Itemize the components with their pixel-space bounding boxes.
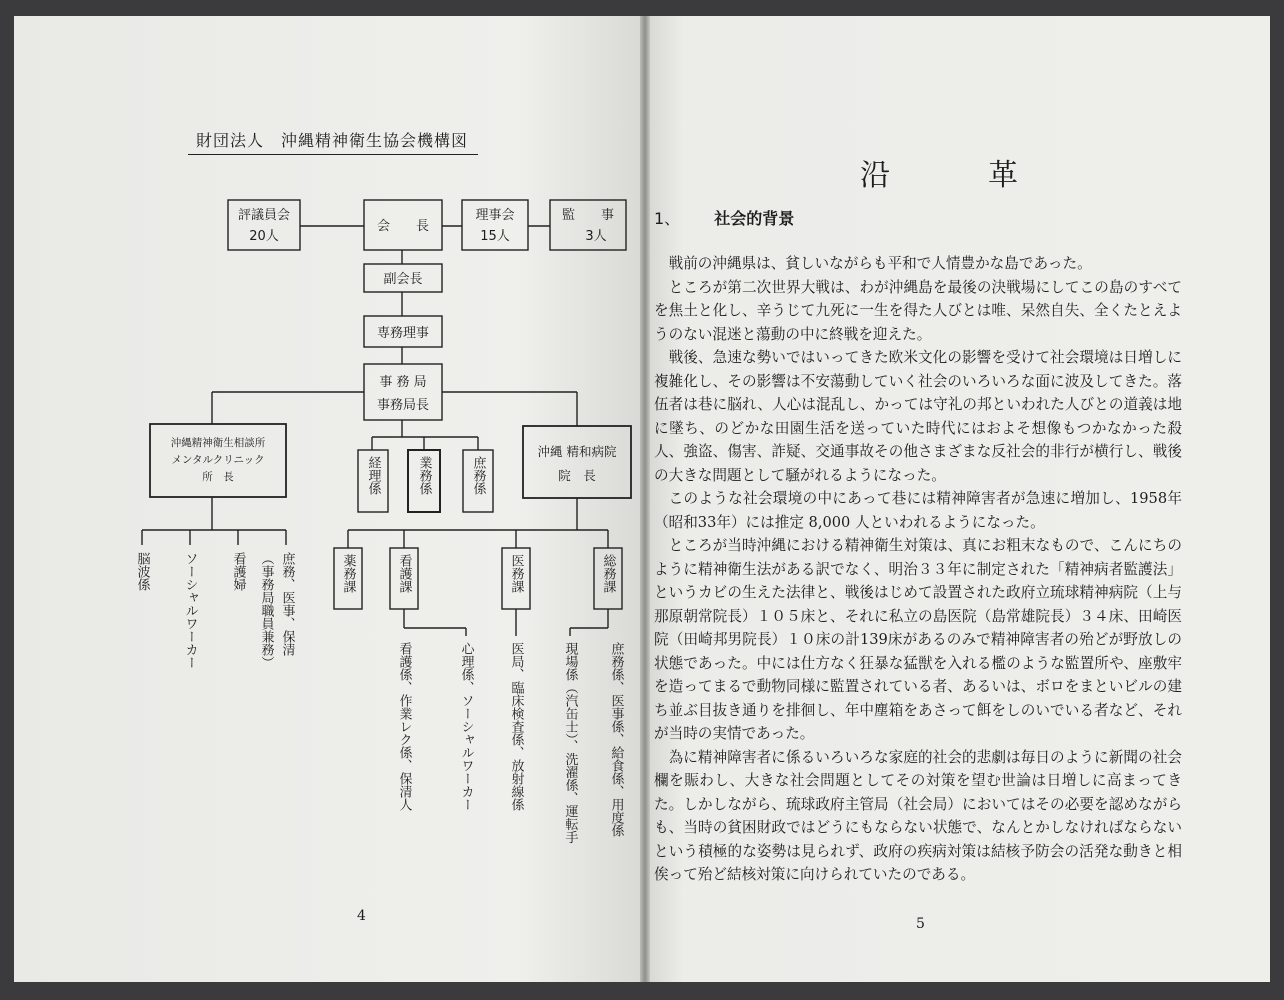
clinic-label-1: 沖縄精神衛生相談所	[170, 437, 266, 449]
kanji-count: 3人	[585, 229, 607, 244]
clinic-sub-shomu: 庶務、医事、保清	[279, 552, 295, 656]
somu-sub: 庶務係、医事係、給食係、用度係	[608, 642, 624, 837]
clinic-sub-noha: 脳波係	[134, 552, 150, 591]
seiwa-director: 院 長	[558, 468, 596, 483]
genba-sub: 現場係（汽缶士）、洗濯係、運転手	[562, 642, 578, 844]
clinic-label-3: 所 長	[202, 471, 234, 483]
paragraph: ところが第二次世界大戦は、わが沖縄島を最後の決戦場にしてこの島のすべてを焦土と化し、辛うじて九死に一生を得た人びとは唯、呆然自失、全くたとえようのない混迷と蕩動の中に終戦を迎えた。	[654, 278, 1182, 343]
kangoka-label: 看護課	[396, 554, 412, 593]
jimukyoku-label: 事 務 局	[379, 375, 427, 390]
jimukyokucho-label: 事務局長	[376, 398, 430, 413]
rijikai-label: 理事会	[475, 208, 515, 223]
kanji-label: 監 事	[561, 208, 615, 223]
section-number: 1、	[654, 209, 681, 228]
paragraph: このような社会環境の中にあって巷には精神障害者が急速に増加し、1958年（昭和33年）には推定 8,000 人といわれるようになった。	[654, 490, 1182, 531]
somuka-label: 総務課	[600, 554, 616, 593]
left-page-number: 4	[357, 908, 366, 924]
section-title: 社会的背景	[714, 209, 795, 228]
clinic-label-2: メンタルクリニック	[171, 454, 265, 466]
hyogiinkai-label: 評議員会	[237, 208, 291, 223]
senmu-riji-label: 専務理事	[376, 326, 430, 341]
clinic-sub-social: ソーシャルワーカー	[182, 552, 198, 669]
section-heading	[654, 206, 794, 229]
shomu-label: 庶務係	[470, 456, 486, 495]
paragraph: ところが当時沖縄における精神衛生対策は、真にお粗末なもので、こんにちのように精神衛生法がある訳でなく、明治３３年に制定された「精神病者監護法」というカビの生えた法律と、戦後はじめて設置された政府立琉球精神病院（上与那原朝常院長）１０５床と、それに私立の島医院（島常雄院長）３４床、田崎医院（田崎邦男院長）１０床の計139床があるのみで精神障害者の殆どが野放しの状態であった。中には仕方なく狂暴な猛獣を入れる檻のような監置所や、座敷牢を造ってまるで動物同様に監置されている者、あるいは、ボロをまといビルの建ち並ぶ目抜き通りを排徊し、年中塵箱をあさって餌をしのいでいる者など、それが当時の実情であった。	[654, 537, 1182, 742]
paragraph: 戦前の沖縄県は、貧しいながらも平和で人情豊かな島であった。	[668, 255, 1092, 272]
body-text	[654, 252, 1182, 887]
kaicho-label: 会 長	[376, 219, 430, 234]
keiri-label: 経理係	[365, 456, 381, 495]
yakumuka-label: 薬務課	[340, 554, 356, 593]
kango-sub: 看護係、作業レク係、保清人	[396, 642, 412, 811]
imuka-label: 医務課	[508, 554, 524, 593]
seiwa-label: 沖縄 精和病院	[537, 444, 617, 459]
paragraph: 為に精神障害者に係るいろいろな家庭的社会的悲劇は毎日のように新聞の社会欄を賑わし、大きな社会問題としてその対策を望む世論は日増しに高まってきた。しかしながら、琉球政府主管局（社会局）においてはその必要を認めながらも、当時の貧困財政ではどうにもならない状態で、なんとかしなければならないという積極的な姿勢は見られず、政府の疾病対策は結核予防会の活発な動きと相俟って殆ど結核対策に向けられていたのである。	[654, 748, 1182, 883]
gyomu-label: 業務係	[416, 456, 432, 495]
right-page-number: 5	[916, 916, 925, 932]
clinic-sub-kangofu: 看護婦	[230, 552, 246, 591]
paragraph: 戦後、急速な勢いではいってきた欧米文化の影響を受けて社会環境は日増しに複雑化し、その影響は不安蕩動していく社会のいろいろな面に波及してきた。落伍者は巷に脳れ、人心は混乱し、かっては守礼の邦といわれた人びとの道義は地に墜ち、のどかな田園生活を送っていた時代にはおよそ想像もつかなかった殺人、強盗、傷害、詐疑、交通事故その他さまざまな反社会的非行が横行し、戦後の大きな問題として騒がれるようになった。	[654, 349, 1182, 484]
org-chart-title-text: 財団法人 沖縄精神衛生協会機構図	[196, 131, 469, 150]
fukukaicho-label: 副会長	[383, 272, 423, 287]
hyogiinkai-count: 20人	[249, 229, 279, 244]
imu-sub: 医局、臨床検査係、放射線係	[508, 642, 524, 811]
right-page-title: 沿 革	[860, 158, 1052, 193]
clinic-sub-kenmu: （事務局職員兼務）	[258, 552, 274, 669]
shinri-sub: 心理係、ソーシャルワーカー	[458, 642, 474, 811]
rijikai-count: 15人	[480, 229, 510, 244]
